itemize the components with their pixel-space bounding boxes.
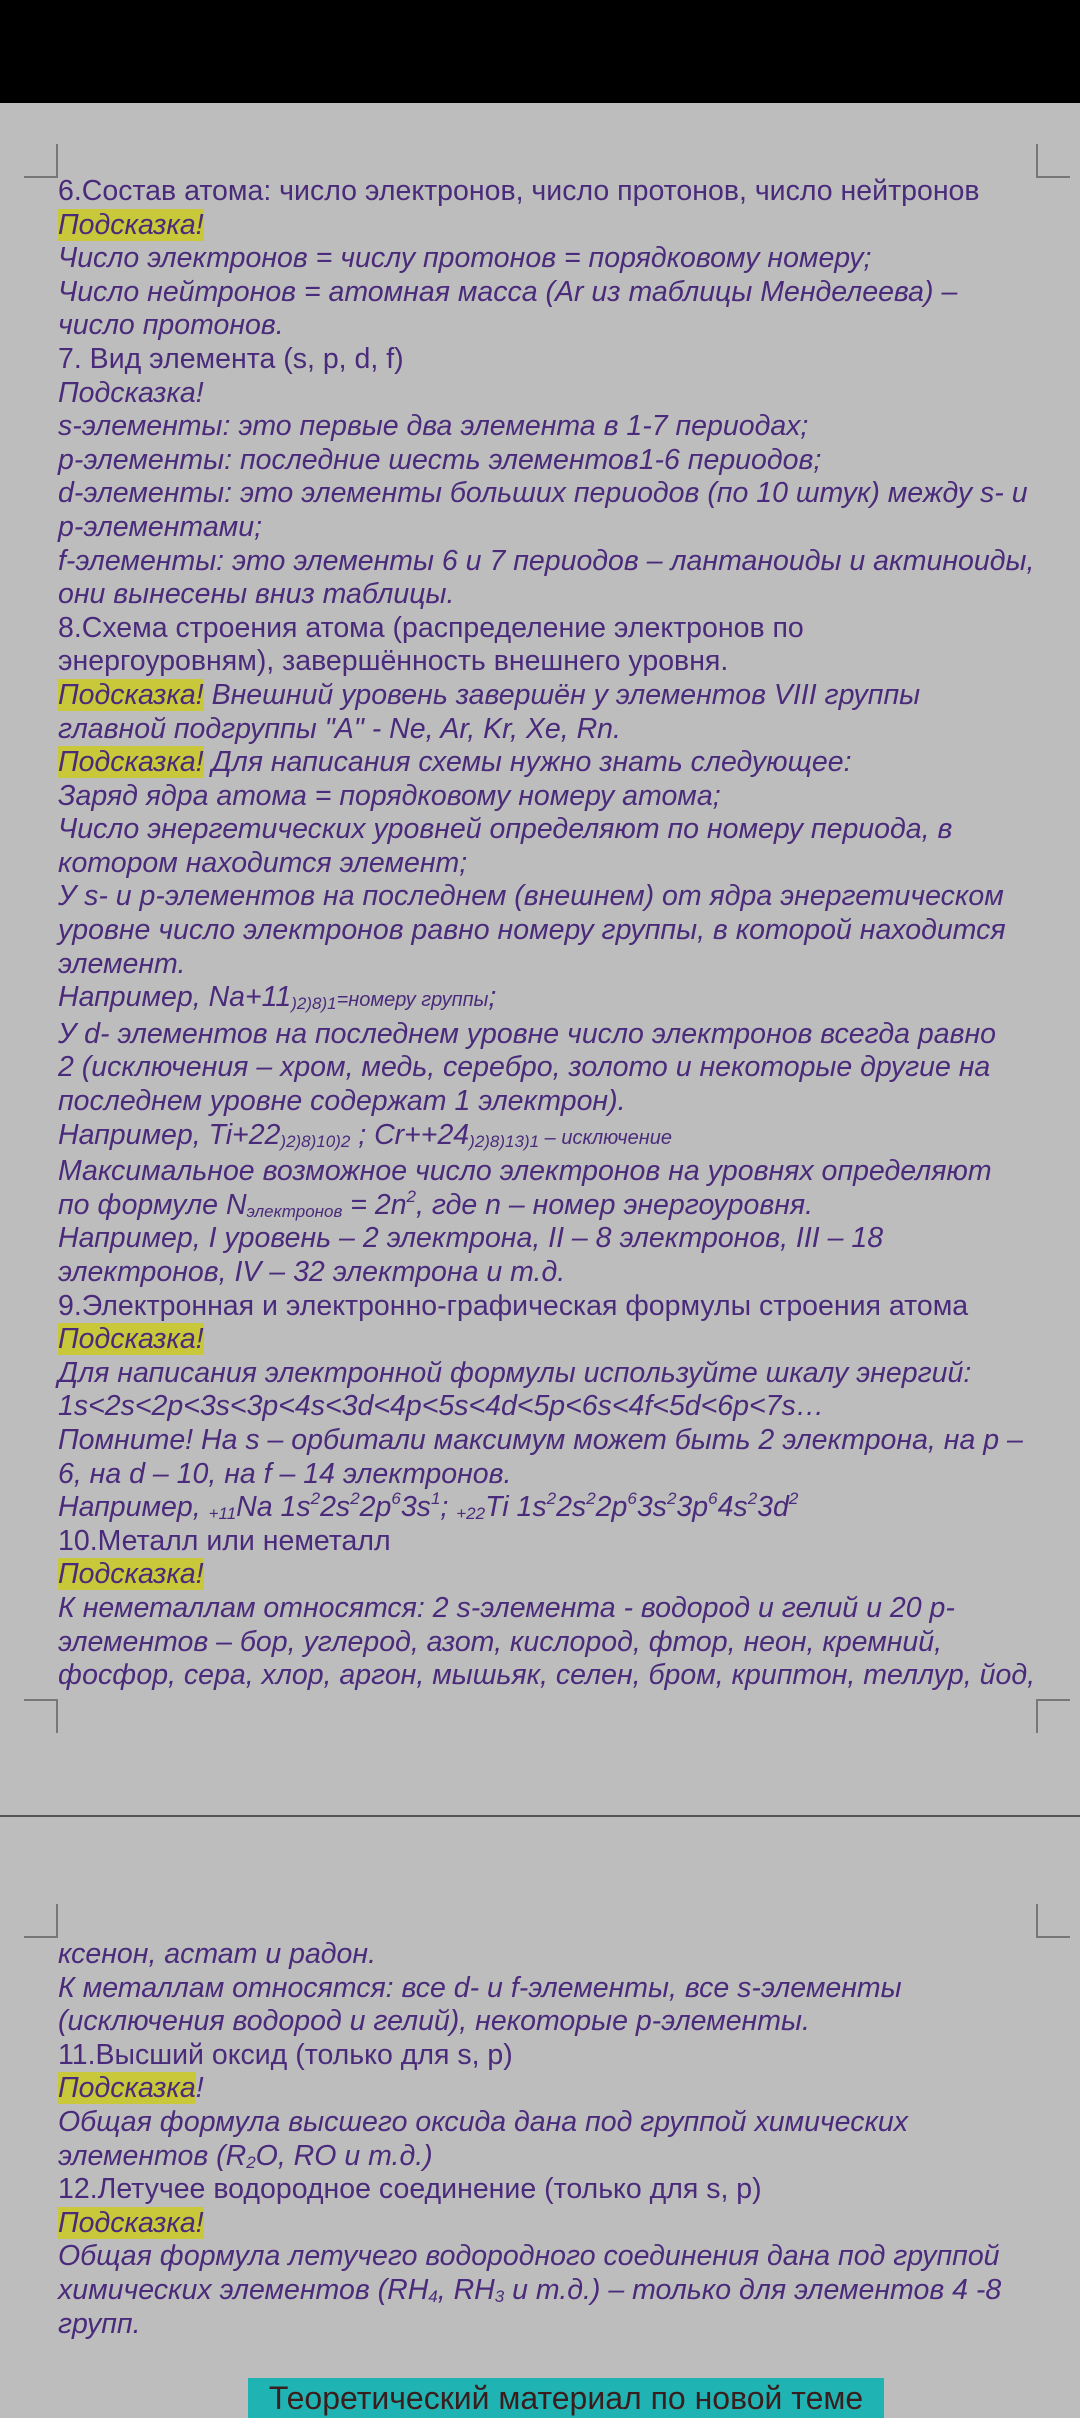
text-line: число протонов. [58, 309, 284, 342]
corner-mark-top-right [1036, 144, 1070, 178]
formula-line [58, 2140, 1038, 2174]
example-line [58, 1119, 1038, 1156]
text-line: У s- и p-элементов на последнем (внешнем) от ядра энергетическом [58, 880, 1004, 913]
text-span: 3d [757, 1491, 789, 1524]
text-span: 3p [676, 1491, 709, 1524]
superscript: 2 [350, 1489, 360, 1509]
hint-highlight: Подсказка! [58, 1323, 204, 1356]
text-line: котором находится элемент; [58, 846, 468, 879]
formula-line [58, 2274, 1038, 2308]
superscript: 6 [627, 1489, 637, 1509]
superscript: 2 [310, 1489, 321, 1509]
subscript: 3 [494, 2286, 505, 2306]
subscript: )2)8)1 [291, 994, 337, 1014]
text-line: 10.Металл или неметалл [58, 1524, 391, 1557]
section-title-banner: Теоретический материал по новой теме [248, 2378, 884, 2418]
hint-line [58, 209, 1038, 243]
hint-highlight: Подсказка! [58, 746, 204, 779]
text-span: 3s [400, 1491, 431, 1524]
hint-highlight: Подсказка! [58, 2206, 204, 2239]
text-span: 2s [556, 1491, 587, 1524]
superscript: 6 [708, 1489, 718, 1509]
subscript: )2)8)10)2 [280, 1131, 351, 1151]
hint-highlight: Подсказка [58, 2072, 196, 2105]
text-line: Общая формула высшего оксида дана под группой химических [58, 2105, 909, 2138]
corner-mark-bottom-right [1036, 1699, 1070, 1733]
small-note: =номеру группы [336, 989, 489, 1012]
text-span: 2p [595, 1491, 628, 1524]
hint-highlight: Подсказка! [58, 1558, 204, 1591]
hint-line [58, 1323, 1038, 1357]
document-page-2 [0, 1818, 1080, 2400]
text-span: элементов (R [58, 2139, 247, 2172]
small-note: – исключение [539, 1126, 673, 1149]
text-span: 4s [717, 1491, 748, 1524]
text-line: 1s<2s<2p<3s<3p<4s<3d<4p<5s<4d<5p<6s<4f<5d<6p<7s… [58, 1390, 825, 1423]
text-span: и т.д.) – только для элементов 4 -8 [504, 2273, 1002, 2306]
text-line: Помните! На s – орбитали максимум может быть 2 электрона, на p – [58, 1423, 1023, 1456]
hint-line [58, 1558, 1038, 1592]
text-span: Na 1s [236, 1491, 311, 1524]
text-line: Заряд ядра атома = порядковому номеру атома; [58, 779, 721, 812]
hint-line [58, 2207, 1038, 2241]
text-line: 8.Схема строения атома (распределение электронов по [58, 611, 804, 644]
superscript: 1 [430, 1489, 441, 1509]
text-span: , где n – номер энергоуровня. [416, 1188, 814, 1221]
corner-mark-bottom-left [24, 1699, 58, 1733]
text-line: ксенон, астат и радон. [58, 1938, 376, 1970]
corner-mark-top-left [24, 1904, 58, 1938]
text-line: групп. [58, 2307, 141, 2340]
text-line: они вынесены вниз таблицы. [58, 578, 455, 611]
electron-formula-line [58, 1491, 1038, 1525]
text-span: химических элементов (RH [58, 2273, 429, 2306]
hint-highlight: Подсказка! [58, 678, 204, 711]
text-line: 12.Летучее водородное соединение (только для s, p) [58, 2173, 762, 2206]
superscript: 2 [747, 1489, 758, 1509]
hint-line [58, 746, 1038, 780]
page-separator [0, 1815, 1080, 1817]
text-line: Число энергетических уровней определяют по номеру периода, в [58, 813, 953, 846]
text-line: элемент. [58, 947, 186, 980]
text-line: f-элементы: это элементы 6 и 7 периодов – лантаноиды и актиноиды, [58, 544, 1035, 577]
superscript: 6 [391, 1489, 401, 1509]
text-span: ! [195, 2072, 204, 2105]
superscript: 2 [666, 1489, 677, 1509]
corner-mark-top-right [1036, 1904, 1070, 1938]
text-line: 6.Состав атома: число электронов, число протонов, число нейтронов [58, 175, 980, 207]
text-line: Например, I уровень – 2 электрона, II – 8 электронов, III – 18 [58, 1222, 884, 1255]
top-status-bar [0, 0, 1080, 103]
document-page-1 [0, 103, 1080, 1815]
text-line: Максимальное возможное число электронов на уровнях определяют [58, 1155, 992, 1188]
superscript: 2 [406, 1186, 417, 1206]
subscript: 2 [246, 2152, 256, 2172]
page-2-text [58, 1938, 1038, 2341]
text-line: К неметаллам относятся: 2 s-элемента - водород и гелий и 20 p- [58, 1591, 955, 1624]
text-line: уровне число электронов равно номеру группы, в которой находится [58, 914, 1006, 947]
text-line: p-элементами; [58, 510, 262, 543]
text-line: 9.Электронная и электронно-графическая формулы строения атома [58, 1289, 969, 1322]
text-span: 2p [359, 1491, 392, 1524]
subscript: электронов [246, 1201, 343, 1221]
text-line: У d- элементов на последнем уровне число электронов всегда равно [58, 1017, 997, 1050]
text-span: ; [440, 1491, 457, 1524]
superscript: 2 [788, 1489, 799, 1509]
text-span: O, RO и т.д.) [255, 2139, 433, 2172]
hint-line [58, 679, 1038, 713]
text-line: 2 (исключения – хром, медь, серебро, золото и некоторые другие на [58, 1051, 991, 1084]
hint-line [58, 2072, 1038, 2106]
text-line: 11.Высший оксид (только для s, p) [58, 2038, 513, 2071]
subscript: )2)8)13)1 [469, 1131, 540, 1151]
text-line: энергоуровням), завершённость внешнего уровня. [58, 645, 729, 678]
subscript: +11 [208, 1504, 237, 1524]
text-span: , RH [437, 2273, 495, 2306]
text-span: Например, Na+11 [58, 981, 292, 1014]
text-span: Ti 1s [485, 1491, 547, 1524]
text-line: Для написания электронной формулы используйте шкалу энергий: [58, 1356, 972, 1389]
text-line: главной подгруппы "A" - Ne, Ar, Kr, Xe, Rn. [58, 712, 621, 745]
page-1-text [58, 175, 1038, 1693]
text-line: 6, на d – 10, на f – 14 электронов. [58, 1457, 512, 1490]
text-line: Общая формула летучего водородного соединения дана под группой [58, 2240, 1000, 2273]
text-span: ; [488, 981, 497, 1014]
text-line: элементов – бор, углерод, азот, кислород, фтор, неон, кремний, [58, 1625, 943, 1658]
subscript: +22 [456, 1504, 486, 1524]
text-span: Внешний уровень завершён у элементов VIII группы [203, 678, 921, 711]
text-span: Для написания схемы нужно знать следующее: [203, 746, 852, 779]
superscript: 2 [546, 1489, 557, 1509]
superscript: 2 [586, 1489, 596, 1509]
text-span: по формуле N [58, 1188, 247, 1221]
example-line [58, 981, 1038, 1018]
text-span: 3s [636, 1491, 667, 1524]
text-span: 2s [320, 1491, 351, 1524]
text-line: p-элементы: последние шесть элементов1-6 периодов; [58, 443, 822, 476]
subscript: 4 [428, 2286, 438, 2306]
text-line: последнем уровне содержат 1 электрон). [58, 1085, 626, 1118]
text-line: d-элементы: это элементы больших периодов (по 10 штук) между s- и [58, 477, 1028, 510]
text-line: (исключения водород и гелий), некоторые p-элементы. [58, 2005, 810, 2038]
text-line: фосфор, сера, хлор, аргон, мышьяк, селен, бром, криптон, теллур, йод, [58, 1659, 1035, 1692]
text-span: Например, Ti+22 [58, 1118, 281, 1151]
text-line: К металлам относятся: все d- и f-элементы, все s-элементы [58, 1971, 902, 2004]
hint-line: Подсказка! [58, 376, 204, 409]
text-span: = 2n [342, 1188, 407, 1221]
text-span: ; Cr++24 [350, 1118, 470, 1151]
text-line: Число нейтронов = атомная масса (Ar из таблицы Менделеева) – [58, 275, 958, 308]
hint-highlight: Подсказка! [58, 208, 204, 241]
text-line: Число электронов = числу протонов = порядковому номеру; [58, 242, 872, 275]
text-line: s-элементы: это первые два элемента в 1-7 периодах; [58, 410, 809, 443]
text-line: 7. Вид элемента (s, p, d, f) [58, 342, 404, 375]
text-span: Например, [58, 1491, 209, 1524]
corner-mark-top-left [24, 144, 58, 178]
text-line: электронов, IV – 32 электрона и т.д. [58, 1256, 566, 1288]
formula-line [58, 1186, 1038, 1223]
